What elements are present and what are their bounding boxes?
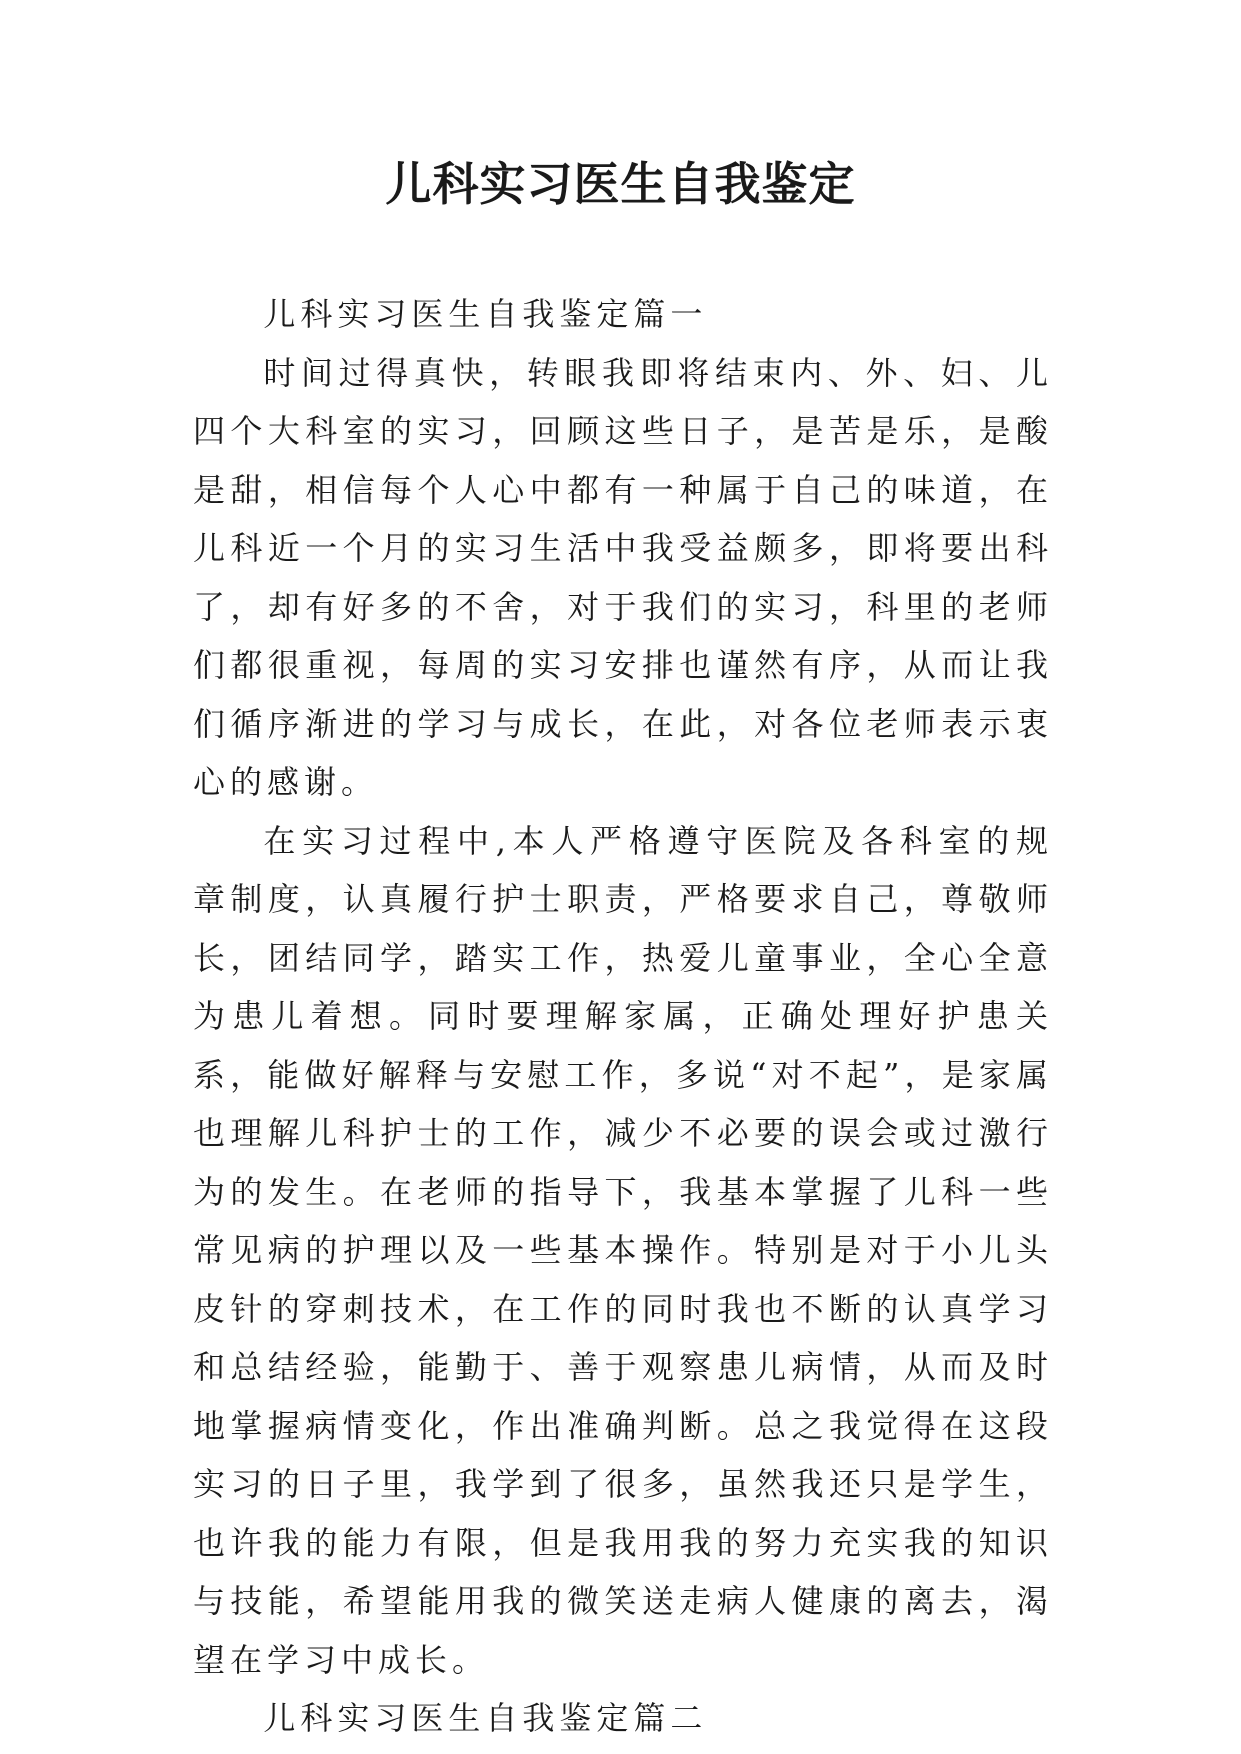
document-title: 儿科实习医生自我鉴定 — [385, 157, 856, 211]
section-heading-2: 儿科实习医生自我鉴定篇二 — [263, 1699, 708, 1737]
paragraph-1: 时间过得真快，转眼我即将结束内、外、妇、儿四个大科室的实习，回顾这些日子，是苦是乐，是酸是甜，相信每个人心中都有一种属于自己的味道，在儿科近一个月的实习生活中我受益颇多，即将要出科了，却有好多的不舍，对于我们的实习，科里的老师们都很重视，每周的实习安排也谨然有序，从而让我们循序渐进的学习与成长，在此，对各位老师表示衷心的感谢。 — [193, 353, 1053, 801]
document-body — [193, 285, 1053, 1748]
paragraph-2: 在实习过程中,本人严格遵守医院及各科室的规章制度，认真履行护士职责，严格要求自己，尊敬师长，团结同学，踏实工作，热爱儿童事业，全心全意为患儿着想。同时要理解家属，正确处理好护患关系，能做好解释与安慰工作，多说“对不起”，是家属也理解儿科护士的工作，减少不必要的误会或过激行为的发生。在老师的指导下，我基本掌握了儿科一些常见病的护理以及一些基本操作。特别是对于小儿头皮针的穿刺技术，在工作的同时我也不断的认真学习和总结经验，能勤于、善于观察患儿病情，从而及时地掌握病情变化，作出准确判断。总之我觉得在这段实习的日子里，我学到了很多，虽然我还只是学生，也许我的能力有限，但是我用我的努力充实我的知识与技能，希望能用我的微笑送走病人健康的离去，渴望在学习中成长。 — [193, 821, 1053, 1679]
section-heading-1: 儿科实习医生自我鉴定篇一 — [263, 295, 708, 333]
